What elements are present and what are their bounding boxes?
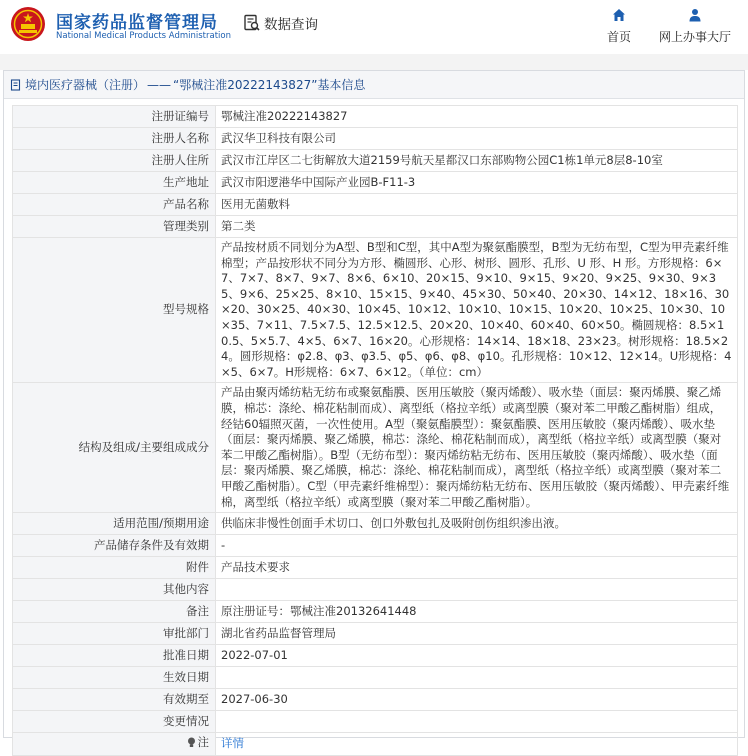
site-header <box>0 0 748 54</box>
table-row <box>13 216 738 238</box>
row-label: 管理类别 <box>13 216 216 238</box>
row-value: 原注册证号：鄂械注准20132641448 <box>216 601 738 623</box>
row-label: 结构及组成/主要组成成分 <box>13 383 216 513</box>
table-row <box>13 106 738 128</box>
row-label: 适用范围/预期用途 <box>13 513 216 535</box>
data-query-link[interactable] <box>243 13 318 33</box>
nav-home[interactable] <box>602 8 636 45</box>
nav-home-label: 首页 <box>606 30 631 44</box>
table-row <box>13 194 738 216</box>
row-value <box>216 579 738 601</box>
row-value: 武汉华卫科技有限公司 <box>216 128 738 150</box>
row-value: 武汉市江岸区二七街解放大道2159号航天星都汉口东部购物公园C1栋1单元8层8-10室 <box>216 150 738 172</box>
table-row <box>13 172 738 194</box>
breadcrumb-title: “鄂械注准20222143827”基本信息 <box>173 78 366 92</box>
row-value <box>216 711 738 733</box>
lightbulb-icon <box>187 737 196 748</box>
row-label: 注册人住所 <box>13 150 216 172</box>
row-label: 注册人名称 <box>13 128 216 150</box>
row-label: 生产地址 <box>13 172 216 194</box>
details-link[interactable]: 详情 <box>221 736 244 751</box>
detail-panel <box>3 70 745 751</box>
row-label: 型号规格 <box>13 238 216 383</box>
table-row <box>13 150 738 172</box>
data-query-icon <box>243 14 261 32</box>
row-value: 产品按材质不同划分为A型、B型和C型，其中A型为聚氨酯膜型，B型为无纺布型，C型为甲壳素纤维棉型；产品按形状不同分为方形、椭圆形、心形、树形、圆形、孔形、U 形、H 形。方形规格：6×7、7×7、8×7、9×7、8×6、6×10、20×15、9×10、9×15、9×20、9×25、9×30、9×35、9×6、25×25、8×10、15×15、9×40、45×30、50×40、20×30、14×12、18×16、30×20、30×25、40×30、10×45、10×12、10×10、10×15、10×20、10×25、10×30、10×35、7×11、7.5×7.5、12.5×12.5、20×20、10×40、60×40、60×50。椭圆规格：8.5×10.5、5×5.7、4×5、6×7、16×20。心形规格：14×14、18×18、23×23。树形规格：18.5×24。圆形规格：φ2.8、φ3、φ3.5、φ5、φ6、φ8、φ10。孔形规格：10×12、12×14。U形规格：4×5、6×7。H形规格：6×7、6×12。（单位：cm） <box>216 238 738 383</box>
header-divider <box>0 54 748 70</box>
table-row <box>13 601 738 623</box>
row-value: 湖北省药品监督管理局 <box>216 623 738 645</box>
row-value: 供临床非慢性创面手术切口、创口外敷包扎及吸附创伤组织渗出液。 <box>216 513 738 535</box>
row-value <box>216 667 738 689</box>
note-label: 注 <box>197 735 209 750</box>
row-label: 审批部门 <box>13 623 216 645</box>
row-value: 产品由聚丙烯纺粘无纺布或聚氨酯膜、医用压敏胶（聚丙烯酸）、吸水垫（面层：聚丙烯膜、聚乙烯膜，棉芯：涤纶、棉花粘制而成）、离型纸（格拉辛纸）或离型膜（聚对苯二甲酸乙酯树脂）组成，经钴60辐照灭菌，一次性使用。A型（聚氨酯膜型）：聚氨酯膜、医用压敏胶（聚丙烯酸）、吸水垫（面层：聚丙烯膜、聚乙烯膜，棉芯：涤纶、棉花粘制而成），离型纸（格拉辛纸）或离型膜（聚对苯二甲酸乙酯树脂）。B型（无纺布型）：聚丙烯纺粘无纺布、医用压敏胶（聚丙烯酸）、吸水垫（面层：聚丙烯膜、聚乙烯膜，棉芯：涤纶、棉花粘制而成），离型纸（格拉辛纸）或离型膜（聚对苯二甲酸乙酯树脂）。C型（甲壳素纤维棉型）：聚丙烯纺粘无纺布、医用压敏胶（聚丙烯酸）、甲壳素纤维棉，离型纸（格拉辛纸）或离型膜（聚对苯二甲酸乙酯树脂）。 <box>216 383 738 513</box>
row-value: 2027-06-30 <box>216 689 738 711</box>
national-emblem-icon[interactable] <box>10 6 46 42</box>
row-label: 有效期至 <box>13 689 216 711</box>
row-label: 生效日期 <box>13 667 216 689</box>
data-query-label: 数据查询 <box>264 17 318 33</box>
table-row <box>13 535 738 557</box>
table-row <box>13 623 738 645</box>
brand-title[interactable]: 国家药品监督管理局 <box>56 13 218 33</box>
row-value: 第二类 <box>216 216 738 238</box>
row-label: 附件 <box>13 557 216 579</box>
note-label-wrap <box>187 735 210 751</box>
table-row <box>13 645 738 667</box>
row-value: 武汉市阳逻港华中国际产业园B-F11-3 <box>216 172 738 194</box>
table-row <box>13 557 738 579</box>
breadcrumb-section[interactable]: 境内医疗器械（注册） <box>25 78 146 92</box>
row-value: 医用无菌敷料 <box>216 194 738 216</box>
home-icon <box>612 8 626 22</box>
row-value: 鄂械注准20222143827 <box>216 106 738 128</box>
note-label-cell <box>13 733 216 756</box>
nav-online-office-label: 网上办事大厅 <box>658 30 731 44</box>
note-row <box>13 733 738 756</box>
user-icon <box>688 8 702 22</box>
table-row <box>13 667 738 689</box>
table-row <box>13 579 738 601</box>
row-label: 变更情况 <box>13 711 216 733</box>
registration-detail-table <box>12 105 738 756</box>
table-row <box>13 238 738 383</box>
row-label: 产品储存条件及有效期 <box>13 535 216 557</box>
note-value <box>216 733 738 756</box>
table-row <box>13 513 738 535</box>
breadcrumb-separator: —— <box>147 77 172 92</box>
breadcrumb <box>4 71 744 99</box>
row-label: 备注 <box>13 601 216 623</box>
table-row <box>13 689 738 711</box>
row-label: 产品名称 <box>13 194 216 216</box>
row-value: 产品技术要求 <box>216 557 738 579</box>
table-row <box>13 383 738 513</box>
table-row <box>13 711 738 733</box>
document-icon <box>10 79 22 91</box>
table-row <box>13 128 738 150</box>
row-value: - <box>216 535 738 557</box>
row-label: 注册证编号 <box>13 106 216 128</box>
nav-online-office[interactable] <box>655 8 735 45</box>
row-label: 批准日期 <box>13 645 216 667</box>
row-value: 2022-07-01 <box>216 645 738 667</box>
row-label: 其他内容 <box>13 579 216 601</box>
brand-subtitle: National Medical Products Administration <box>56 31 231 41</box>
